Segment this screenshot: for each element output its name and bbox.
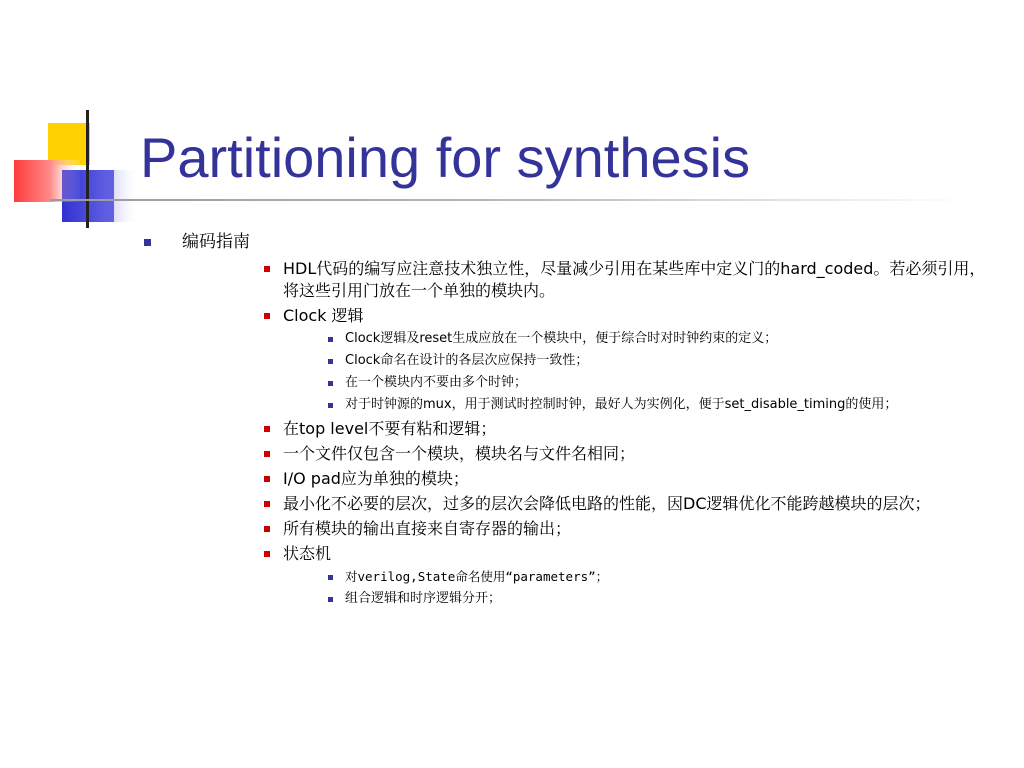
square-bullet-icon [264, 266, 270, 272]
sub-sub-bullet-text: 组合逻辑和时序逻辑分开； [345, 591, 502, 606]
square-bullet-icon [264, 526, 270, 532]
sub-sub-list [283, 567, 994, 609]
sub-sub-bullet-item [328, 395, 994, 415]
slide-title: Partitioning for synthesis [140, 126, 751, 189]
square-bullet-icon [264, 551, 270, 557]
square-bullet-icon [328, 597, 333, 602]
sub-bullet-text: 所有模块的输出直接来自寄存器的输出； [283, 519, 572, 538]
sub-sub-bullet-item [328, 567, 994, 587]
square-bullet-icon [264, 501, 270, 507]
sub-bullet-item [264, 468, 994, 490]
sub-bullet-item [264, 543, 994, 609]
square-bullet-icon [328, 359, 333, 364]
sub-bullet-text: 状态机 [283, 544, 332, 563]
bullet-text: 编码指南 [182, 232, 250, 252]
square-bullet-icon [144, 239, 151, 246]
sub-sub-bullet-item [328, 351, 994, 371]
sub-sub-bullet-text: 在一个模块内不要由多个时钟； [345, 375, 528, 390]
square-bullet-icon [264, 476, 270, 482]
bullet-item-coding-guide [144, 229, 994, 609]
decorative-squares-logo [0, 0, 140, 240]
sub-bullet-item [264, 493, 994, 515]
sub-sub-bullet-item [328, 329, 994, 349]
sub-sub-bullet-item [328, 373, 994, 393]
sub-bullet-text: Clock 逻辑 [283, 306, 364, 325]
title-divider [50, 199, 970, 201]
sub-bullet-item [264, 305, 994, 415]
square-bullet-icon [328, 403, 333, 408]
square-bullet-icon [328, 381, 333, 386]
sub-bullet-item [264, 518, 994, 540]
bullet-list [144, 229, 994, 609]
square-bullet-icon [264, 426, 270, 432]
square-bullet-icon [328, 575, 333, 580]
sub-sub-bullet-text: 对于时钟源的mux，用于测试时控制时钟，最好人为实例化，便于set_disable_timing的使用； [345, 397, 898, 412]
sub-sub-bullet-text: Clock命名在设计的各层次应保持一致性； [345, 353, 589, 368]
sub-bullet-item [264, 418, 994, 440]
sub-bullet-text: I/O pad应为单独的模块； [283, 469, 469, 488]
square-bullet-icon [264, 313, 270, 319]
sub-bullet-item [264, 443, 994, 465]
sub-sub-bullet-text: 对verilog,State命名使用“parameters”； [345, 569, 609, 584]
sub-bullet-text: 最小化不必要的层次，过多的层次会降低电路的性能，因DC逻辑优化不能跨越模块的层次； [283, 494, 931, 513]
sub-bullet-text: HDL代码的编写应注意技术独立性，尽量减少引用在某些库中定义门的hard_coded。若必须引用，将这些引用门放在一个单独的模块内。 [283, 259, 986, 300]
sub-list [182, 258, 994, 609]
square-bullet-icon [328, 337, 333, 342]
sub-bullet-text: 在top level不要有粘和逻辑； [283, 419, 497, 438]
sub-bullet-item [264, 258, 994, 302]
sub-bullet-text: 一个文件仅包含一个模块，模块名与文件名相同； [283, 444, 636, 463]
sub-sub-bullet-text: Clock逻辑及reset生成应放在一个模块中，便于综合时对时钟约束的定义； [345, 331, 778, 346]
sub-sub-list [283, 329, 994, 415]
sub-sub-bullet-item [328, 589, 994, 609]
square-bullet-icon [264, 451, 270, 457]
